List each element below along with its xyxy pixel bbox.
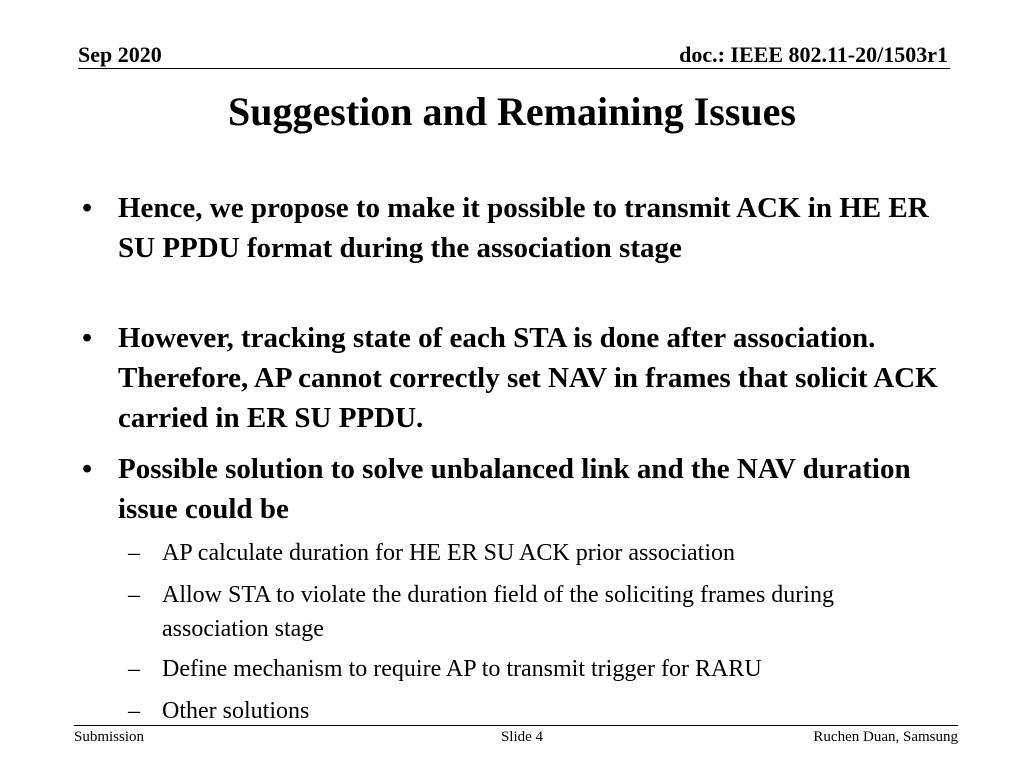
bullet-item-3 bbox=[82, 449, 938, 529]
sub-bullet-text: Define mechanism to require AP to transmit trigger for RARU bbox=[162, 656, 762, 682]
sub-bullet-item-2 bbox=[128, 578, 942, 646]
header-doc-id: doc.: IEEE 802.11-20/1503r1 bbox=[679, 42, 948, 67]
header-date: Sep 2020 bbox=[78, 42, 162, 67]
sub-bullet-item-1 bbox=[128, 536, 942, 571]
sub-bullet-item-4 bbox=[128, 694, 942, 729]
footer-author: Ruchen Duan, Samsung bbox=[813, 729, 958, 745]
bullet-item-1 bbox=[82, 188, 938, 268]
bullet-item-2 bbox=[82, 318, 938, 438]
dash-marker: – bbox=[128, 540, 140, 566]
sub-bullet-text: Other solutions bbox=[162, 698, 310, 724]
bullet-text: Hence, we propose to make it possible to transmit ACK in HE ER SU PPDU format during the association stage bbox=[118, 192, 929, 264]
dash-marker: – bbox=[128, 656, 140, 682]
sub-bullet-item-3 bbox=[128, 652, 942, 687]
sub-bullet-text: Allow STA to violate the duration field of the soliciting frames during association stage bbox=[162, 582, 834, 642]
sub-bullet-text: AP calculate duration for HE ER SU ACK prior association bbox=[162, 540, 735, 566]
footer-submission: Submission bbox=[74, 729, 145, 745]
dash-marker: – bbox=[128, 582, 140, 608]
slide-title: Suggestion and Remaining Issues bbox=[228, 89, 796, 134]
bullet-text: Possible solution to solve unbalanced link and the NAV duration issue could be bbox=[118, 453, 911, 525]
footer-slide-number: Slide 4 bbox=[500, 729, 544, 745]
bullet-marker: • bbox=[82, 322, 93, 354]
bullet-marker: • bbox=[82, 192, 93, 224]
bullet-text: However, tracking state of each STA is done after association. Therefore, AP cannot correctly set NAV in frames that solicit ACK carried in ER SU PPDU. bbox=[118, 322, 938, 434]
footer-divider bbox=[74, 725, 958, 726]
bullet-marker: • bbox=[82, 453, 93, 485]
dash-marker: – bbox=[128, 698, 140, 724]
